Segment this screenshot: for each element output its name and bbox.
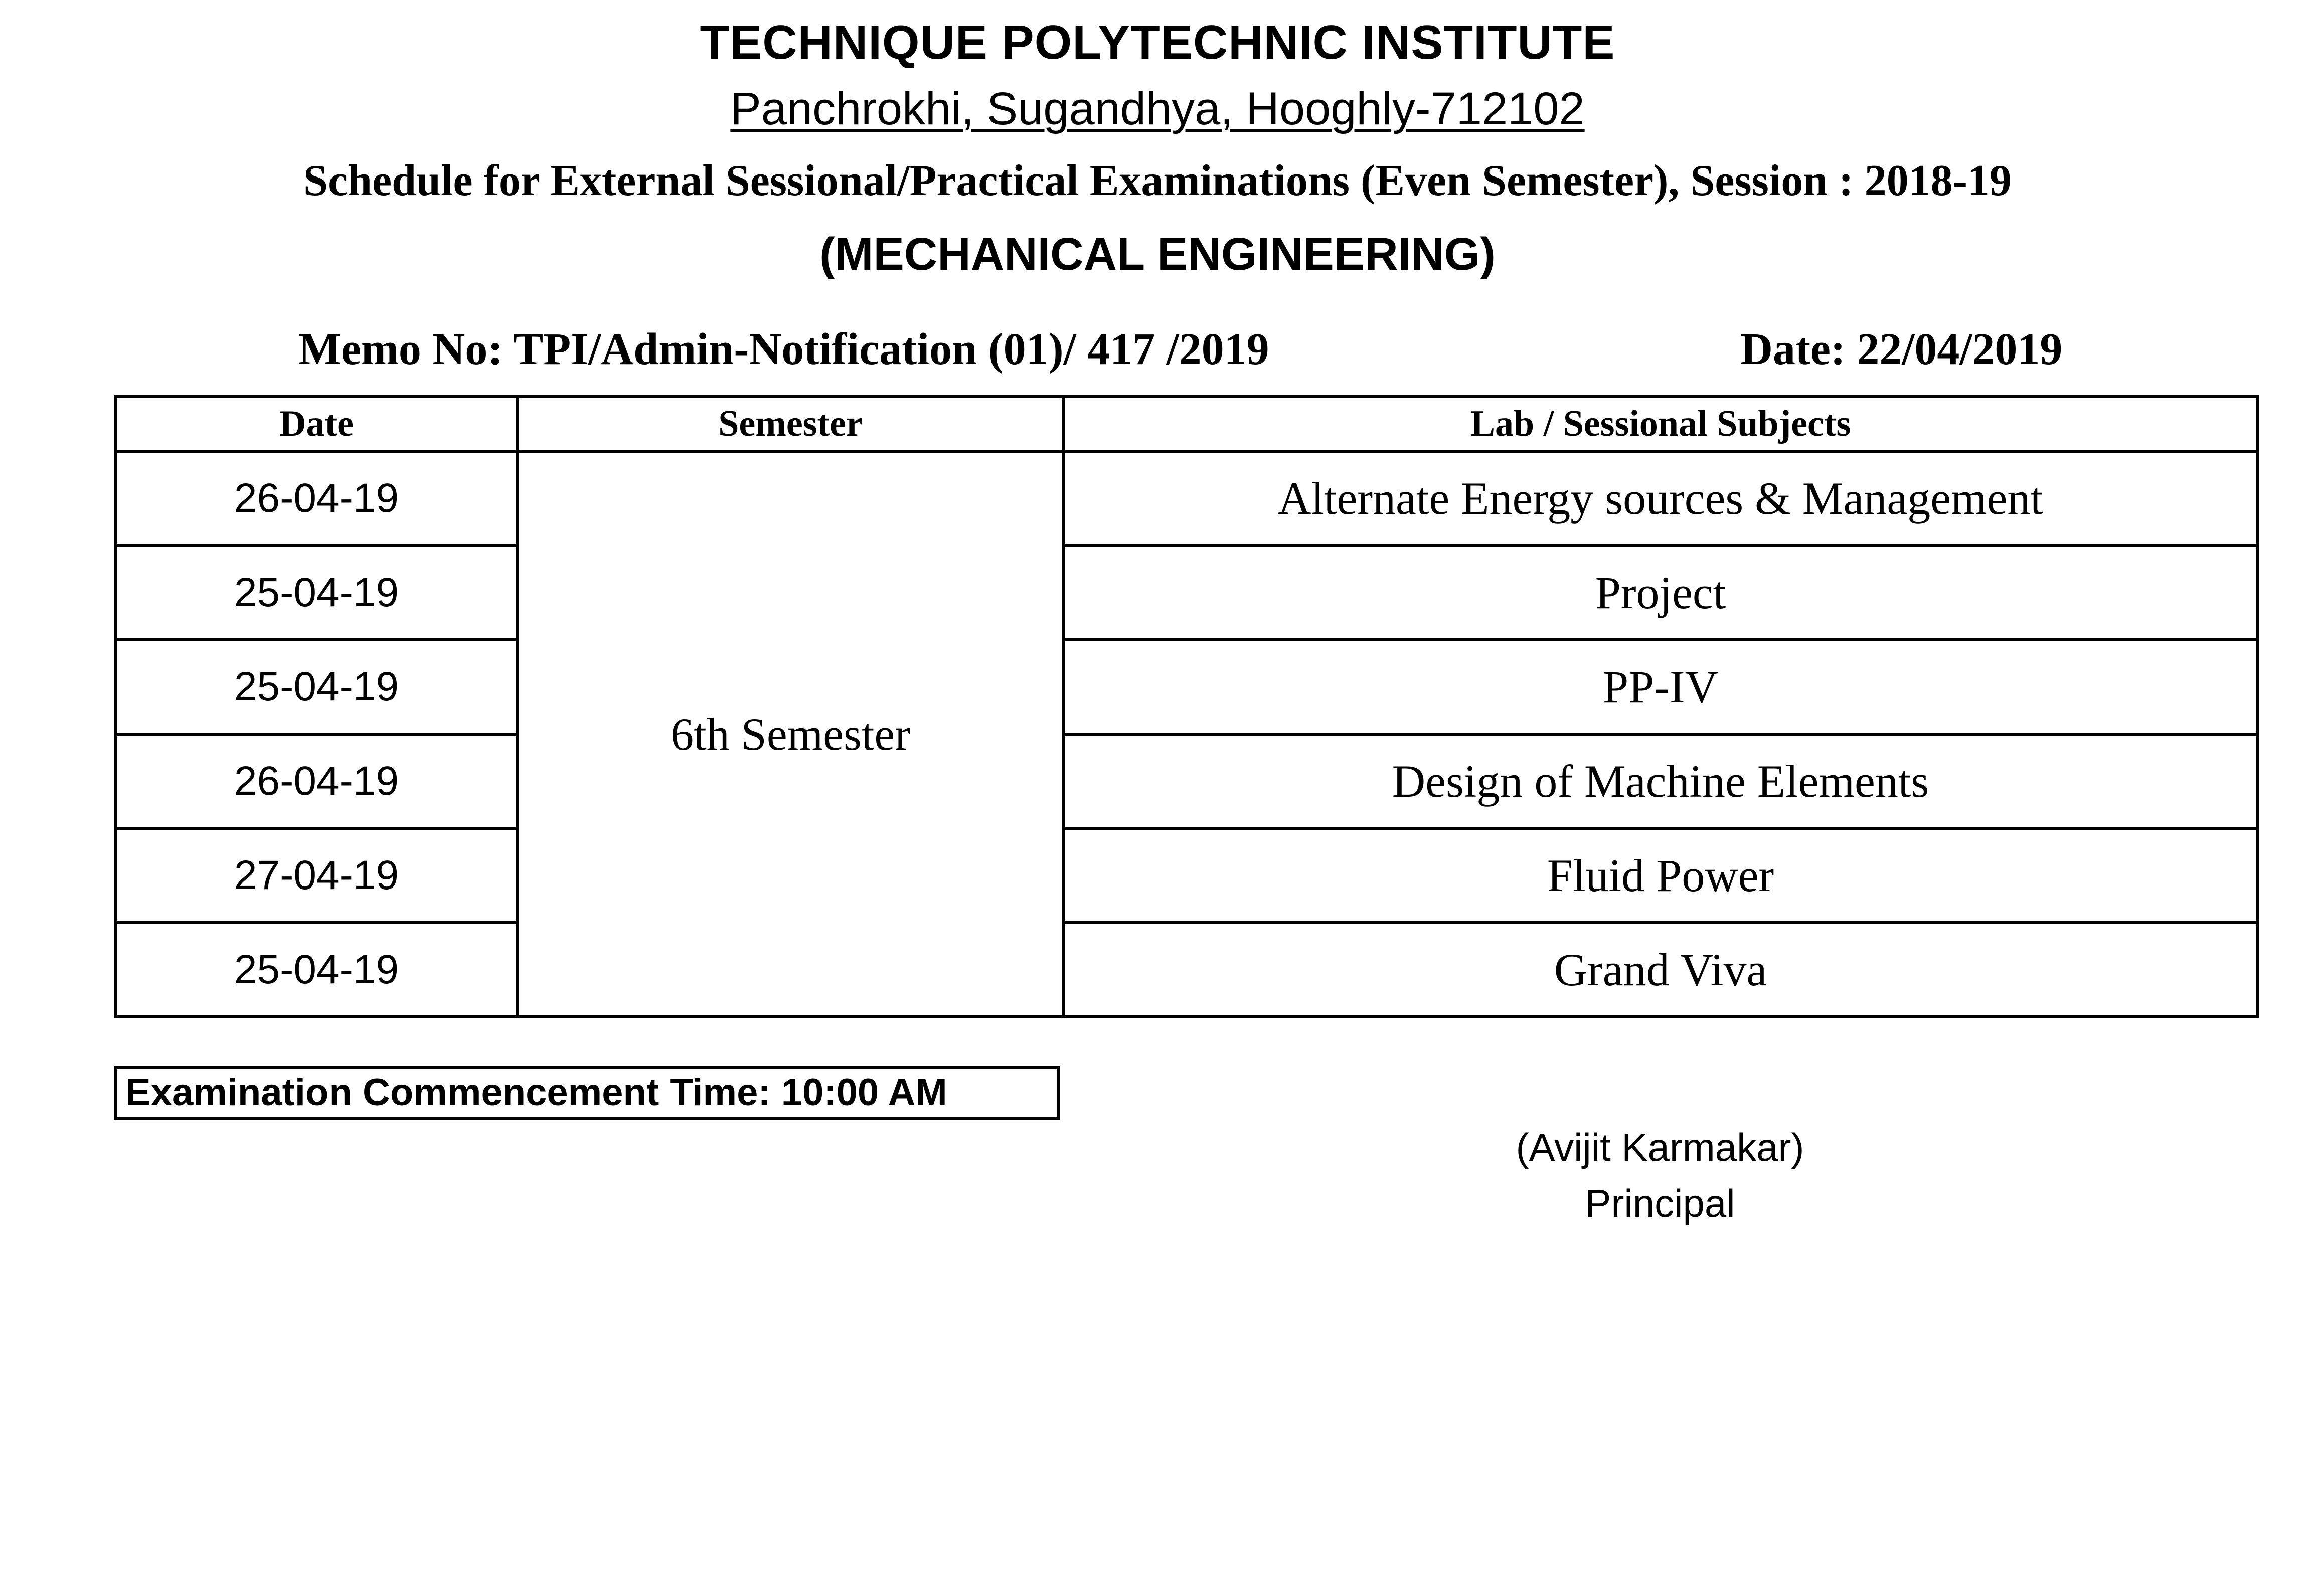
table-row xyxy=(116,546,2257,640)
header-date: Date xyxy=(116,396,517,451)
table-row xyxy=(116,828,2257,923)
date-cell: 27-04-19 xyxy=(116,828,517,923)
signatory-name: (Avijit Karmakar) xyxy=(1516,1125,1804,1169)
subject-cell: Fluid Power xyxy=(1064,828,2257,923)
institute-name: TECHNIQUE POLYTECHNIC INSTITUTE xyxy=(700,16,1615,69)
institute-address: Panchrokhi, Sugandhya, Hooghly-712102 xyxy=(730,83,1585,134)
department-title: (MECHANICAL ENGINEERING) xyxy=(819,229,1496,280)
subject-cell: Design of Machine Elements xyxy=(1064,734,2257,828)
semester-cell: 6th Semester xyxy=(517,451,1064,1017)
schedule-table xyxy=(114,395,2259,1018)
table-row xyxy=(116,734,2257,828)
table-row xyxy=(116,451,2257,546)
signatory-title: Principal xyxy=(1585,1181,1735,1225)
subject-cell: PP-IV xyxy=(1064,640,2257,734)
date-cell: 25-04-19 xyxy=(116,640,517,734)
institute-address-line xyxy=(0,83,2315,135)
subject-cell: Alternate Energy sources & Management xyxy=(1064,451,2257,546)
memo-number: Memo No: TPI/Admin-Notification (01)/ 417 /2019 xyxy=(298,324,1269,374)
date-cell: 26-04-19 xyxy=(116,734,517,828)
table-row xyxy=(116,640,2257,734)
table-row xyxy=(116,923,2257,1017)
table-header-row xyxy=(116,396,2257,451)
date-cell: 25-04-19 xyxy=(116,546,517,640)
memo-date: Date: 22/04/2019 xyxy=(1740,324,2063,374)
subject-cell: Grand Viva xyxy=(1064,923,2257,1017)
header-subjects: Lab / Sessional Subjects xyxy=(1064,396,2257,451)
subject-cell: Project xyxy=(1064,546,2257,640)
date-cell: 25-04-19 xyxy=(116,923,517,1017)
commencement-time-box: Examination Commencement Time: 10:00 AM xyxy=(114,1066,1060,1120)
schedule-title: Schedule for External Sessional/Practical Examinations (Even Semester), Session : 2018-19 xyxy=(303,156,2012,205)
date-cell: 26-04-19 xyxy=(116,451,517,546)
header-semester: Semester xyxy=(517,396,1064,451)
